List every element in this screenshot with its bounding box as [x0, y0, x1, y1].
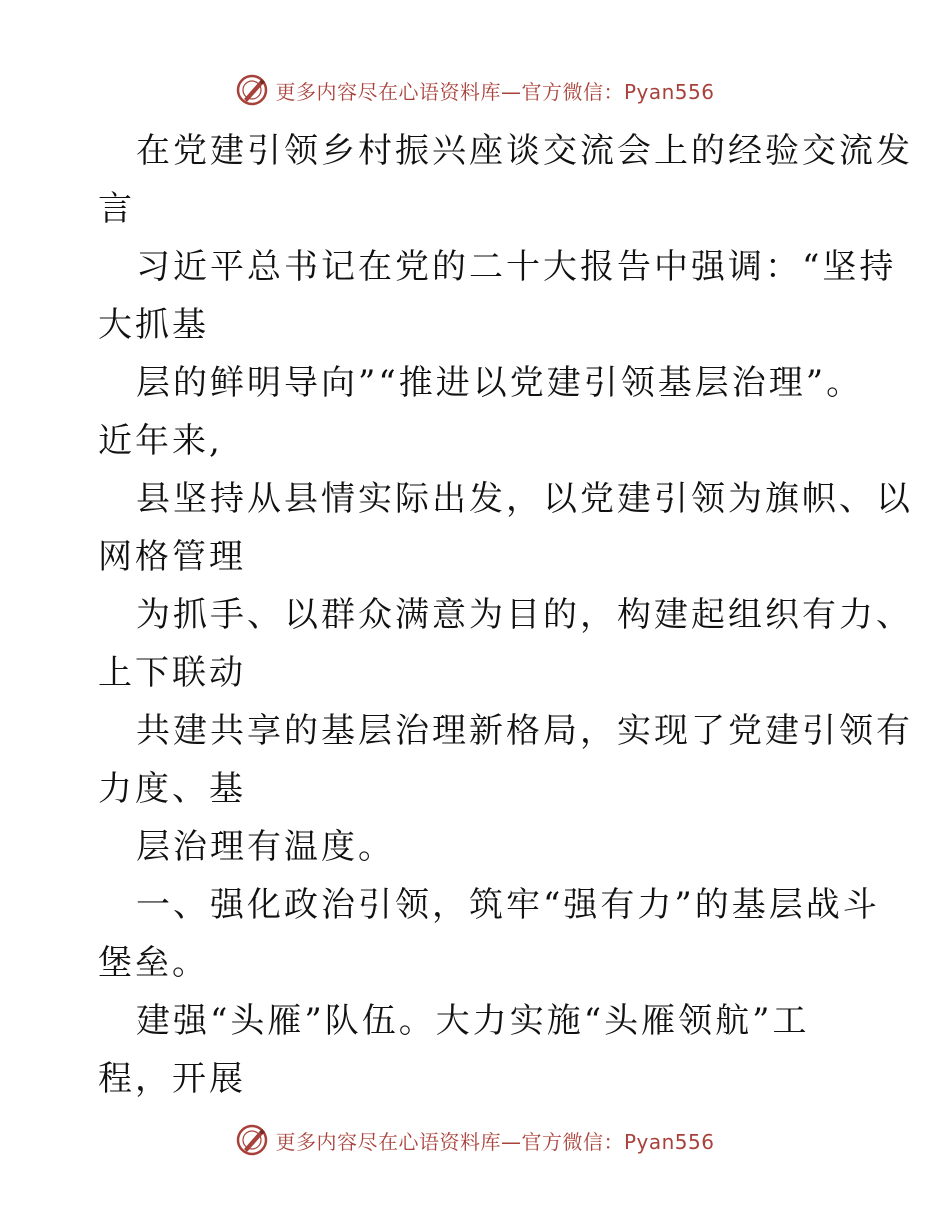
pen-seal-icon	[235, 73, 269, 107]
paragraph-line: 大抓基	[98, 305, 209, 345]
pen-seal-icon	[235, 1123, 269, 1157]
paragraph-line: 近年来,	[98, 421, 223, 461]
header-watermark	[0, 70, 950, 110]
watermark-text: 更多内容尽在心语资料库—官方微信：Pyan556	[275, 79, 715, 104]
paragraph-line: 层治理有温度。	[136, 827, 395, 867]
document-title-line: 言	[98, 189, 135, 229]
paragraph-line: 习近平总书记在党的二十大报告中强调：“坚持	[136, 247, 897, 287]
paragraph-line: 网格管理	[98, 537, 246, 577]
paragraph-line: 力度、基	[98, 769, 246, 809]
section-heading-line: 一、强化政治引领，筑牢“强有力”的基层战斗	[136, 885, 880, 925]
footer-watermark	[0, 1120, 950, 1160]
paragraph-line: 共建共享的基层治理新格局，实现了党建引领有	[136, 711, 913, 751]
document-title-line: 在党建引领乡村振兴座谈交流会上的经验交流发	[136, 131, 913, 171]
watermark-text: 更多内容尽在心语资料库—官方微信：Pyan556	[275, 1129, 715, 1154]
paragraph-line: 为抓手、以群众满意为目的，构建起组织有力、	[136, 595, 913, 635]
section-heading-line: 堡垒。	[98, 943, 209, 983]
paragraph-line: 上下联动	[98, 653, 246, 693]
document-body	[98, 122, 913, 1108]
paragraph-line: 县坚持从县情实际出发，以党建引领为旗帜、以	[136, 479, 913, 519]
paragraph-line: 层的鲜明导向”“推进以党建引领基层治理”。	[136, 363, 864, 403]
paragraph-line: 建强“头雁”队伍。大力实施“头雁领航”工	[136, 1001, 810, 1041]
paragraph-line: 程，开展	[98, 1059, 246, 1099]
